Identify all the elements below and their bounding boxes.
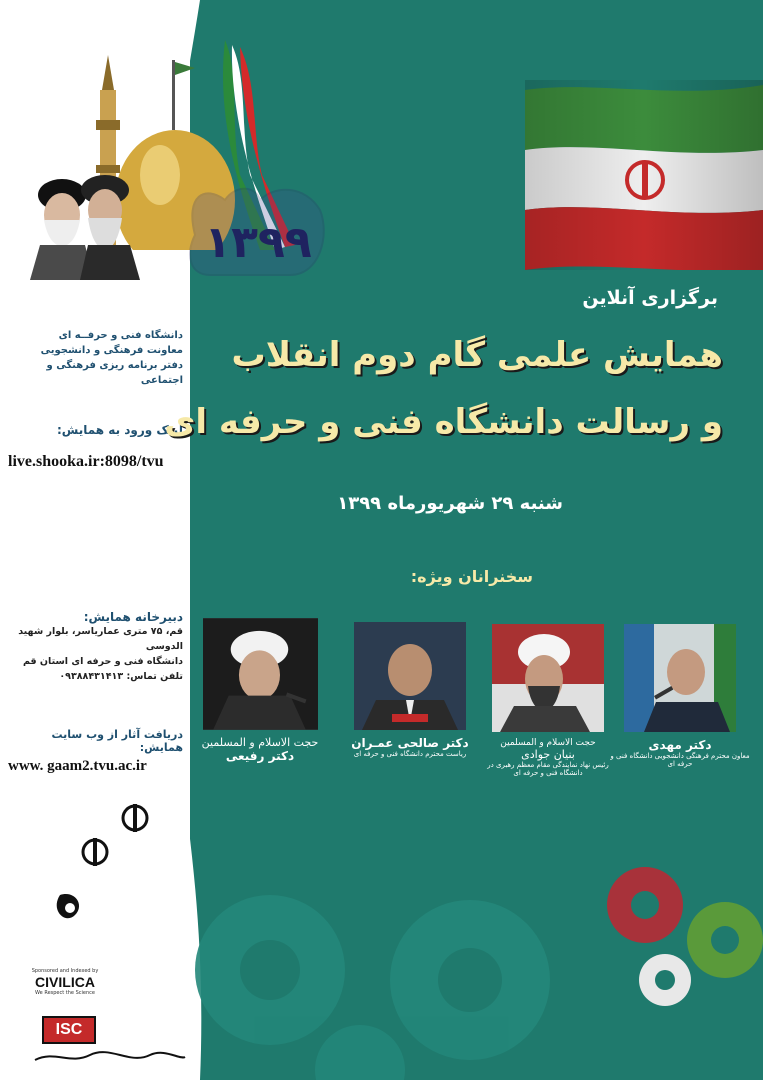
speaker-photo <box>492 624 604 732</box>
organizer-block <box>8 328 183 388</box>
conference-link[interactable]: live.shooka.ir:8098/tvu <box>8 453 164 470</box>
civilica-bottom-text: We Respect the Science <box>35 990 95 996</box>
civilica-top-text: Sponsored and Indexed by <box>31 968 99 974</box>
iran-flag-image <box>505 80 763 270</box>
speaker-name: بنیان جوادی <box>521 748 575 761</box>
speaker-title: حجت الاسلام و المسلمین <box>500 738 596 748</box>
secretariat-block <box>8 610 183 684</box>
speaker-name: دکتر رفیعی <box>225 749 295 763</box>
title-line-1: همایش علمی گام دوم انقلاب <box>231 335 723 375</box>
speaker-card <box>478 624 618 777</box>
secretariat-label: دبیرخانه همایش: <box>83 610 183 624</box>
green-gear-icon <box>687 902 763 978</box>
speaker-role: رئیس نهاد نمایندگی مقام معظم رهبری در دانشگاه فنی و حرفه ای <box>487 761 609 777</box>
speaker-role: ریاست محترم دانشگاه فنی و حرفه ای <box>353 750 467 758</box>
org-line-3: دفتر برنامه ریزی فرهنگی و اجتماعی <box>46 360 183 386</box>
tvu-logo <box>57 894 79 918</box>
emblem-logo-1 <box>123 804 147 832</box>
website-link[interactable]: www. gaam2.tvu.ac.ir <box>8 758 147 774</box>
address-line-3: تلفن تماس: ۰۹۳۸۸۴۳۱۴۱۳ <box>59 671 183 682</box>
speaker-title: حجت الاسلام و المسلمین <box>201 736 319 749</box>
speaker-name: دکتر صالحی عمـران <box>351 736 469 750</box>
emblem-logo-2 <box>83 838 107 866</box>
link-label: لینک ورود به همایش: <box>56 423 183 437</box>
address-line-2: دانشگاه فنی و حرفه ای استان قم <box>22 656 183 667</box>
red-gear-icon <box>607 867 683 943</box>
event-date: شنبه ۲۹ شهریورماه ۱۳۹۹ <box>337 493 563 514</box>
website-block <box>8 728 183 775</box>
speaker-photo <box>203 618 318 730</box>
org-line-1: دانشگاه فنی و حرفــه ای <box>58 330 183 341</box>
org-line-2: معاونت فرهنگی و دانشجویی <box>40 345 183 356</box>
speaker-card <box>340 622 480 758</box>
leaders-portrait-image <box>30 160 140 280</box>
civilica-text: CIVILICA <box>35 974 95 990</box>
civilica-logo <box>30 968 100 996</box>
gears-decoration <box>190 780 763 1080</box>
link-block <box>8 423 183 471</box>
speaker-photo <box>624 624 736 732</box>
speaker-card <box>190 618 330 763</box>
speakers-heading: سخنرانان ویژه: <box>410 567 533 586</box>
speaker-role: معاون محترم فرهنگی دانشجویی دانشگاه فنی و حرفه ای <box>610 752 750 768</box>
isc-caption-script <box>30 1045 190 1070</box>
title-line-2: و رسالت دانشگاه فنی و حرفه ای <box>164 402 723 442</box>
logo-number: ۱۳۹۹ <box>204 217 312 268</box>
isc-text: ISC <box>55 1021 83 1038</box>
online-label: برگزاری آنلاین <box>582 287 718 309</box>
conference-1399-logo <box>180 35 330 285</box>
speaker-photo <box>354 622 466 730</box>
speaker-card <box>610 624 750 768</box>
works-label: دریافت آثار از وب سایت همایش: <box>51 728 183 754</box>
white-gear-icon <box>639 954 691 1006</box>
speaker-name: دکتر مهدی <box>648 738 712 752</box>
isc-logo <box>42 1016 96 1044</box>
address-line-1: قم، ۷۵ متری عماریاسر، بلوار شهید الدوسی <box>18 626 183 652</box>
